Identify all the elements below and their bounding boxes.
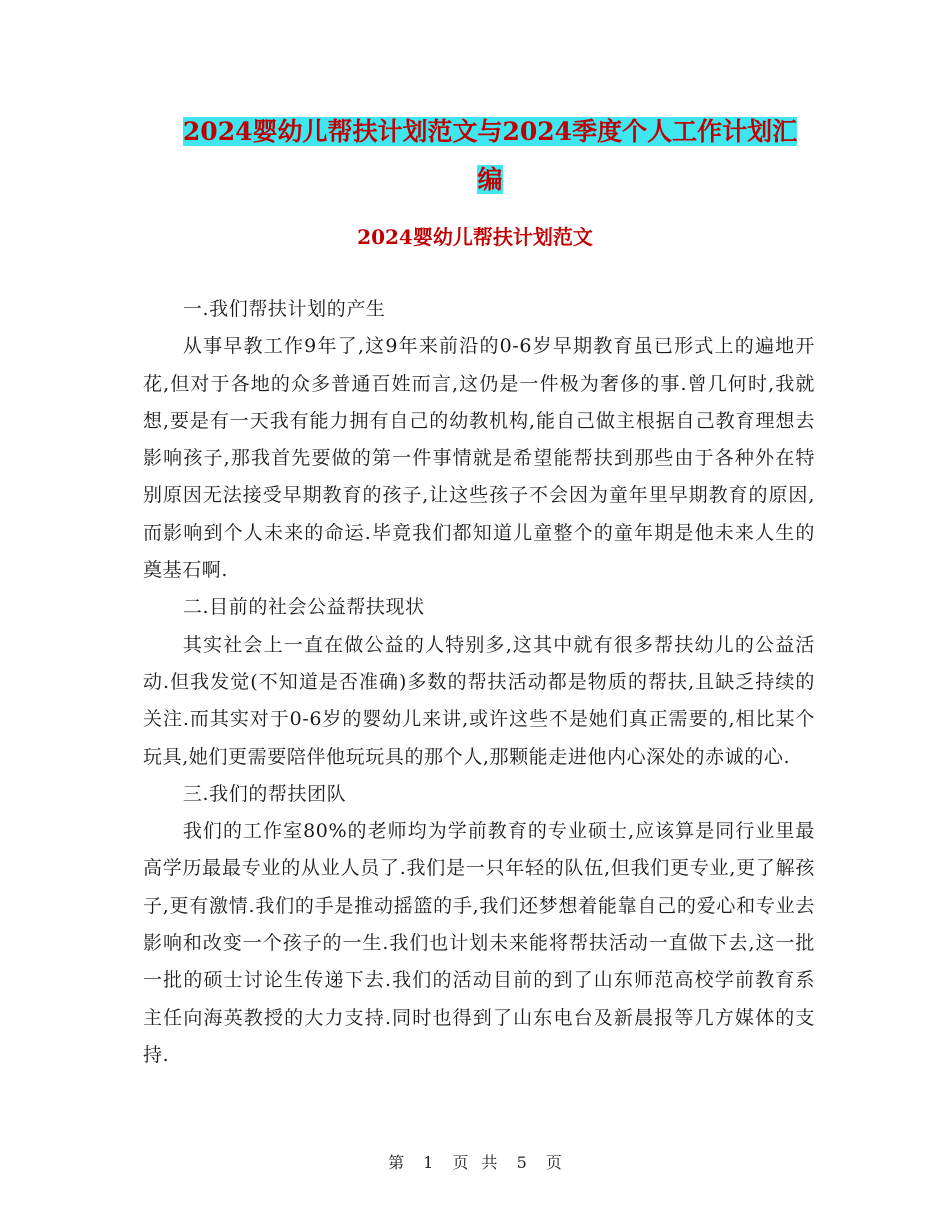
- subheading-origin: 一.我们帮扶计划的产生: [182, 298, 386, 320]
- footer-prefix: 第: [388, 1153, 405, 1172]
- footer-total-pages: 5: [516, 1153, 527, 1172]
- document-body: [143, 291, 815, 1074]
- paragraph-current-status: 其实社会上一直在做公益的人特别多,这其中就有很多帮扶幼儿的公益活动.但我发觉(不知道是否准确)多数的帮扶活动都是物质的帮扶,且缺乏持续的关注.而其实对于0-6岁的婴幼儿来讲,或许这些不是她们真正需要的,相比某个玩具,她们更需要陪伴他玩玩具的那个人,那颗能走进他内心深处的赤诚的心.: [143, 633, 815, 768]
- paragraph-team: 我们的工作室80%的老师均为学前教育的专业硕士,应该算是同行业里最高学历最最专业的从业人员了.我们是一只年轻的队伍,但我们更专业,更了解孩子,更有激情.我们的手是推动摇篮的手,我们还梦想着能靠自己的爱心和专业去影响和改变一个孩子的一生.我们也计划未来能将帮扶活动一直做下去,这一批一批的硕士讨论生传递下去.我们的活动目前的到了山东师范高校学前教育系主任向海英教授的大力支持.同时也得到了山东电台及新晨报等几方媒体的支持.: [143, 820, 815, 1066]
- footer-middle: 页 共: [452, 1153, 498, 1172]
- footer-page-number: 1: [423, 1153, 434, 1172]
- footer-suffix: 页: [545, 1153, 562, 1172]
- document-title-line-2: 编: [477, 165, 503, 194]
- subheading-current-status: 二.目前的社会公益帮扶现状: [182, 596, 425, 619]
- paragraph-origin: 从事早教工作9年了,这9年来前沿的0-6岁早期教育虽已形式上的遍地开花,但对于各地的众多普通百姓而言,这仍是一件极为奢侈的事.曾几何时,我就想,要是有一天我有能力拥有自己的幼教机构,能自己做主根据自己教育理想去影响孩子,那我首先要做的第一件事情就是希望能帮扶到那些由于各种外在特别原因无法接受早期教育的孩子,让这些孩子不会因为童年里早期教育的原因,而影响到个人未来的命运.毕竟我们都知道儿童整个的童年期是他未来人生的奠基石啊.: [143, 335, 815, 582]
- page-footer: [0, 1150, 950, 1173]
- subheading-team: 三.我们的帮扶团队: [182, 782, 347, 805]
- document-title: [140, 108, 840, 204]
- document-title-line-1: 2024婴幼儿帮扶计划范文与2024季度个人工作计划汇: [182, 117, 798, 146]
- section-title: 2024婴幼儿帮扶计划范文: [357, 225, 593, 249]
